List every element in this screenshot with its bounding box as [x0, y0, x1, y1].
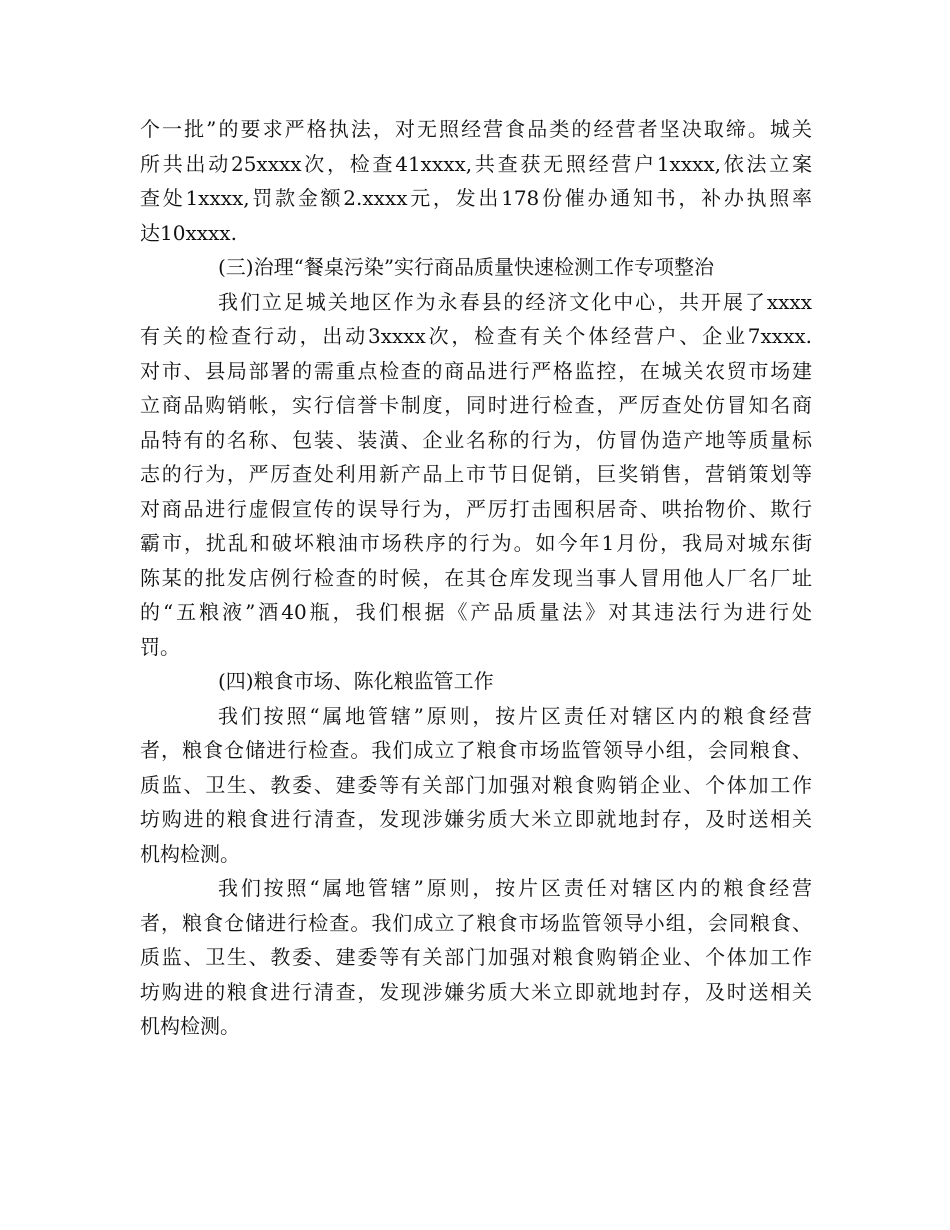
text-line: 者，粮食仓储进行检查。我们成立了粮食市场监管领导小组，会同粮食、	[140, 910, 812, 935]
text-line: (三)治理“餐桌污染”实行商品质量快速检测工作专项整治	[218, 255, 715, 279]
text-line: 陈某的批发店例行检查的时候，在其仓库发现当事人冒用他人厂名厂址	[140, 565, 812, 590]
text-line: 有关的检查行动，出动3xxxx次，检查有关个体经营户、企业7xxxx.	[140, 324, 812, 348]
text-line: 霸市，扰乱和破坏粮油市场秩序的行为。如今年1月份，我局对城东街	[140, 531, 812, 555]
text-line: 我们按照“属地管辖”原则，按片区责任对辖区内的粮食经营	[218, 703, 812, 728]
text-line: 质监、卫生、教委、建委等有关部门加强对粮食购销企业、个体加工作	[140, 945, 812, 969]
text-line: 查处1xxxx,罚款金额2.xxxx元，发出178份催办通知书，补办执照率	[140, 186, 812, 210]
text-line: 质监、卫生、教委、建委等有关部门加强对粮食购销企业、个体加工作	[140, 772, 812, 797]
text-line: 坊购进的粮食进行清查，发现涉嫌劣质大米立即就地封存，及时送相关	[140, 807, 812, 831]
text-line: 对商品进行虚假宣传的误导行为，严厉打击囤积居奇、哄抬物价、欺行	[140, 496, 812, 521]
text-line: 我们立足城关地区作为永春县的经济文化中心，共开展了xxxx	[218, 289, 812, 314]
text-line: 机构检测。	[140, 841, 240, 866]
text-line: 者，粮食仓储进行检查。我们成立了粮食市场监管领导小组，会同粮食、	[140, 738, 812, 762]
text-line: 对市、县局部署的需重点检查的商品进行严格监控，在城关农贸市场建	[140, 358, 812, 383]
text-line: 立商品购销帐，实行信誉卡制度，同时进行检查，严厉查处仿冒知名商	[140, 393, 812, 417]
text-line: 品特有的名称、包装、装潢、企业名称的行为，仿冒伪造产地等质量标	[140, 427, 812, 452]
text-line: 个一批”的要求严格执法，对无照经营食品类的经营者坚决取缔。城关	[140, 117, 812, 141]
text-line: (四)粮食市场、陈化粮监管工作	[218, 669, 494, 693]
text-line: 机构检测。	[140, 1014, 240, 1038]
document-body	[140, 112, 812, 1044]
text-line: 坊购进的粮食进行清查，发现涉嫌劣质大米立即就地封存，及时送相关	[140, 979, 812, 1004]
text-line: 志的行为，严厉查处利用新产品上市节日促销，巨奖销售，营销策划等	[140, 462, 812, 486]
text-line: 所共出动25xxxx次，检查41xxxx,共查获无照经营户1xxxx,依法立案	[140, 151, 812, 176]
text-line: 我们按照“属地管辖”原则，按片区责任对辖区内的粮食经营	[218, 876, 812, 900]
text-line: 罚。	[140, 634, 180, 659]
text-line: 达10xxxx.	[140, 220, 237, 245]
text-line: 的“五粮液”酒40瓶，我们根据《产品质量法》对其违法行为进行处	[140, 600, 812, 624]
